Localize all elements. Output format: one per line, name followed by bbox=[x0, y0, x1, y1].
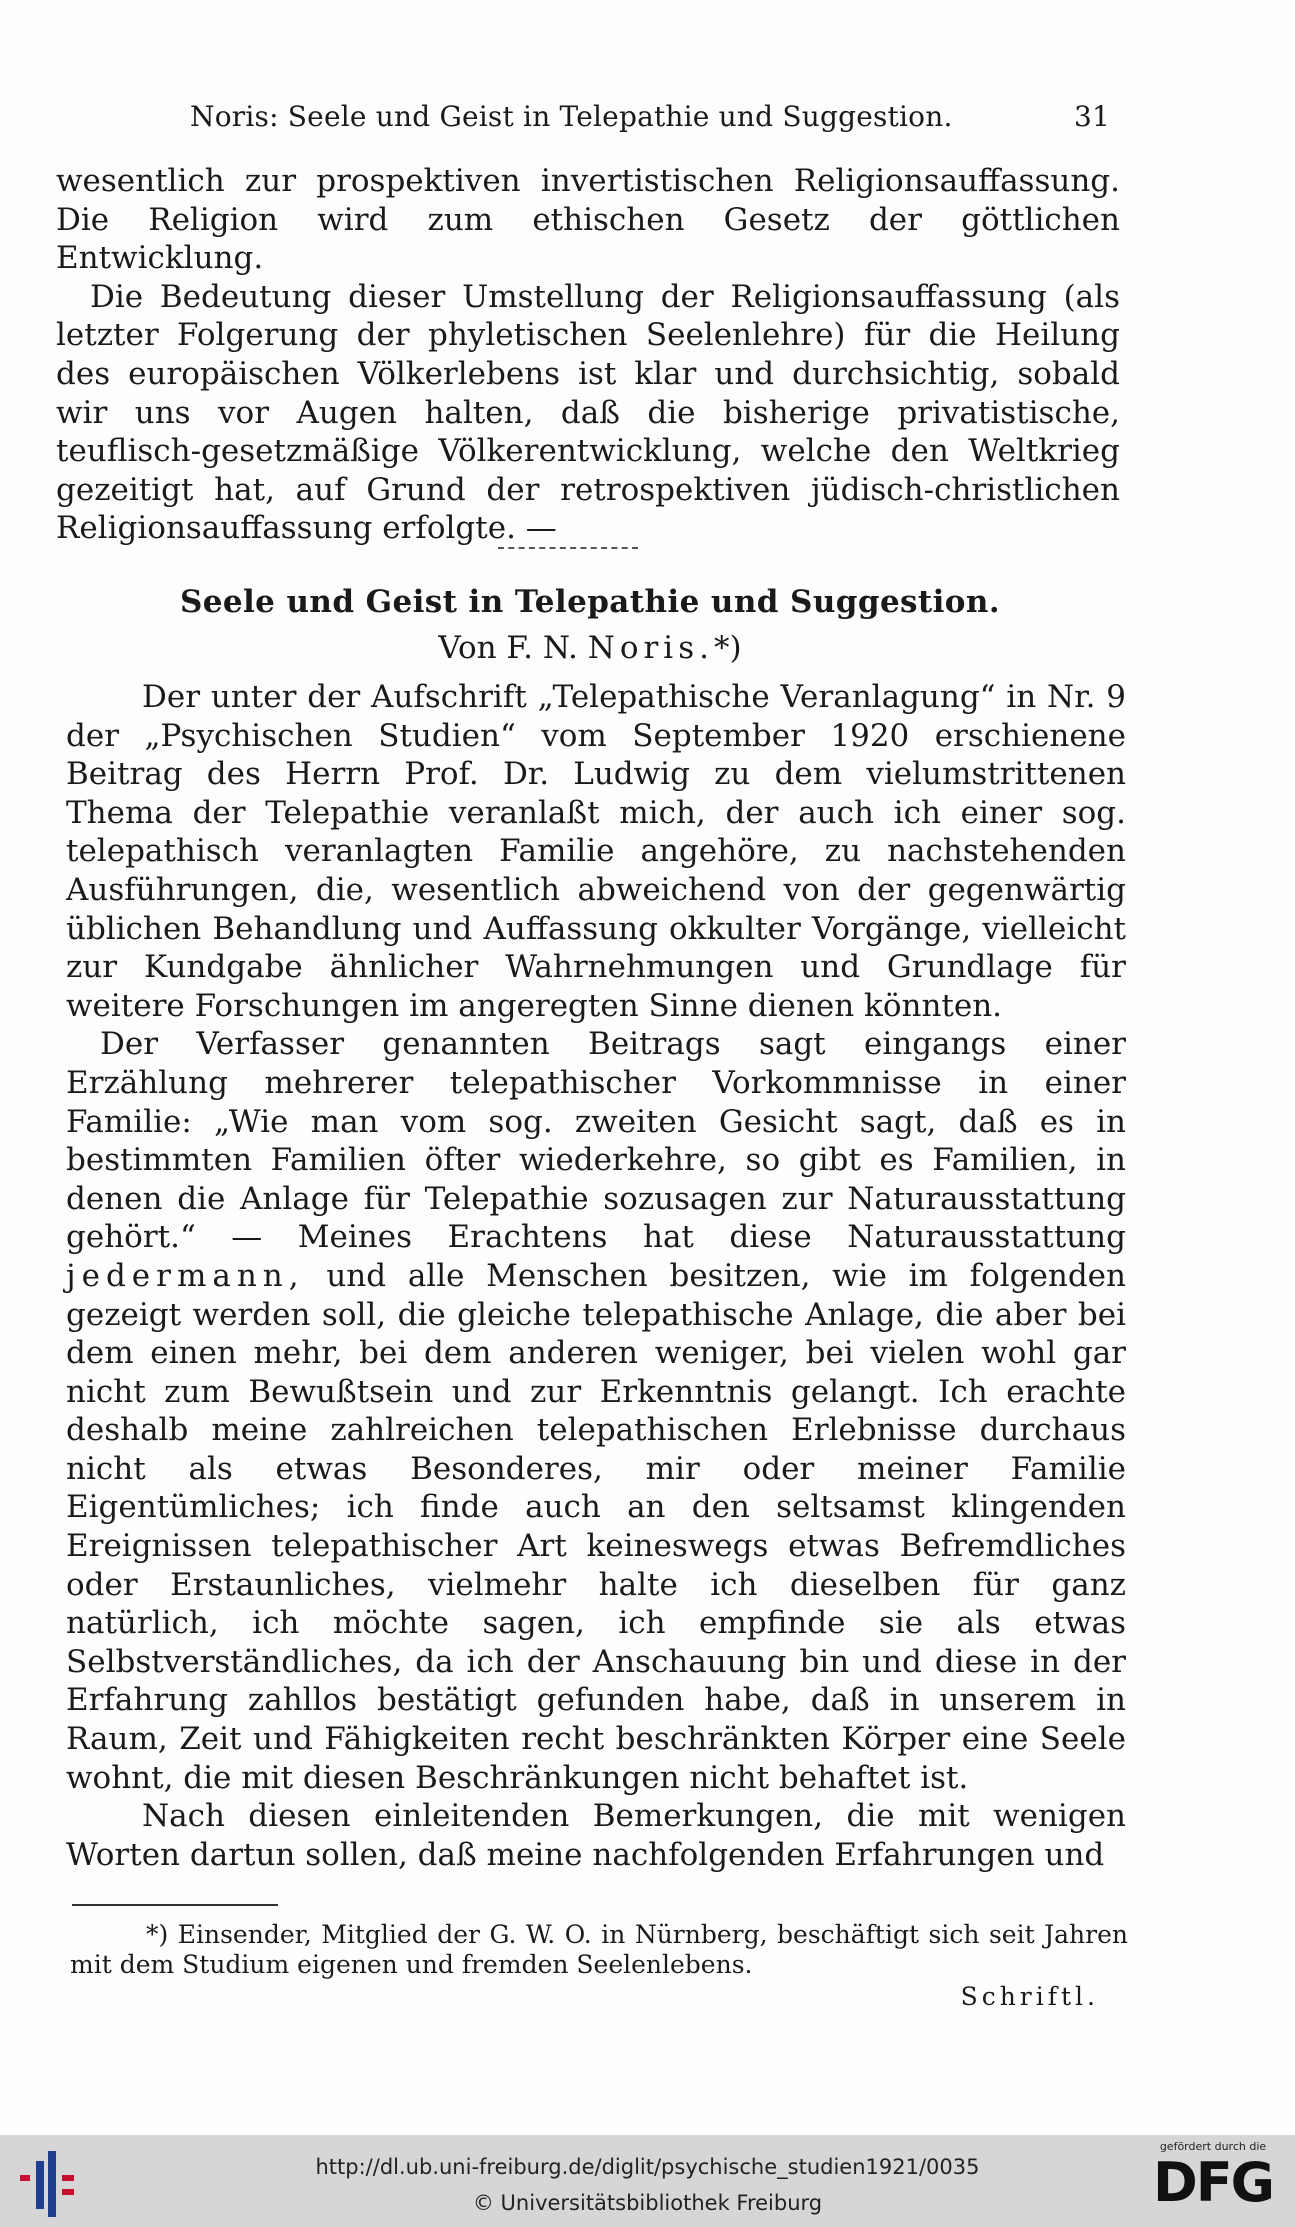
running-header bbox=[190, 100, 1110, 133]
article-paragraph: Der unter der Aufschrift „Telepathische Veranlagung“ in Nr. 9 der „Psychischen Studien“ vom September 1920 erschienene Beitrag des Herrn Prof. Dr. Ludwig zu dem vielumstrittenen Thema der Telepathie veranlaßt mich, der auch ich einer sog. telepathisch veranlagten Familie angehöre, zu nachstehenden Ausführungen, die, wesentlich abweichend von der gegenwärtig üblichen Behandlung und Auffassung okkulter Vorgänge, vielleicht zur Kundgabe ähnlicher Wahrnehmungen und Grundlage für weitere Forschungen im angeregten Sinne dienen könnten. bbox=[66, 679, 1126, 1024]
footer-bar bbox=[0, 2135, 1295, 2227]
footnote-rule bbox=[72, 1904, 278, 1906]
emphasized-word: jedermann, bbox=[66, 1257, 305, 1294]
source-url-link[interactable]: http://dl.ub.uni-freiburg.de/diglit/psychische_studien1921/0035 bbox=[315, 2155, 980, 2179]
body-paragraph: Die Bedeutung dieser Umstellung der Religionsauffassung (als letzter Folgerung der phyletischen Seelenlehre) für die Heilung des europäischen Völkerlebens ist klar und durchsichtig, sobald wir uns vor Augen halten, daß die bisherige privatistische, teuflisch-gesetzmäßige Völkerentwicklung, welche den Weltkrieg gezeitigt hat, auf Grund der retrospektiven jüdisch-christlichen Religionsauffassung erfolgte. — bbox=[56, 278, 1120, 547]
body-paragraph: wesentlich zur prospektiven invertistischen Religionsauffassung. Die Religion wird zum ethischen Gesetz der göttlichen Entwicklung. bbox=[56, 163, 1120, 277]
paragraph-text: und alle Menschen besitzen, wie im folgenden gezeigt werden soll, die gleiche telepathische Anlage, die aber bei dem einen mehr, bei dem anderen weniger, bei vielen wohl gar nicht zum Bewußtsein und zur Erkenntnis gelangt. Ich erachte deshalb meine zahlreichen telepathischen Erlebnisse durchaus nicht als etwas Besonderes, mir oder meiner Familie Eigentümliches; ich finde auch an den seltsamst klingenden Ereignissen telepathischer Art keineswegs etwas Befremdliches oder Erstaunliches, vielmehr halte ich dieselben für ganz natürlich, ich möchte sagen, ich empfinde sie als etwas Selbstverständliches, da ich der Anschauung bin und diese in der Erfahrung zahllos bestätigt gefunden habe, daß in unserem in Raum, Zeit und Fähigkeiten recht beschränkten Körper eine Seele wohnt, die mit diesen Beschränkungen nicht behaftet ist. bbox=[66, 1257, 1126, 1796]
footnote-text: *) Einsender, Mitglied der G. W. O. in Nürnberg, beschäftigt sich seit Jahren mit dem Studium eigenen und fremden Seelenlebens. bbox=[70, 1920, 1128, 1979]
dfg-wordmark: DFG bbox=[1152, 2151, 1274, 2214]
article-byline bbox=[0, 630, 1180, 666]
footnote-signature: Schriftl. bbox=[960, 1982, 1099, 2011]
article-body bbox=[66, 678, 1126, 1874]
author-name: Noris. bbox=[587, 630, 714, 666]
section-separator bbox=[498, 547, 638, 549]
dfg-logo bbox=[1143, 2141, 1283, 2223]
article-paragraph: Nach diesen einleitenden Bemerkungen, die mit wenigen Worten dartun sollen, daß meine nachfolgenden Erfahrungen und bbox=[66, 1798, 1126, 1873]
paragraph-text: Der Verfasser genannten Beitrags sagt eingangs einer Erzählung mehrerer telepathischer Vorkommnisse in einer Familie: „Wie man vom sog. zweiten Gesicht sagt, daß es in bestimmten Familien öfter wiederkehre, so gibt es Familien, in denen die Anlage für Telepathie sozusagen zur Naturausstattung gehört.“ — Meines Erachtens hat diese Naturausstattung bbox=[66, 1026, 1126, 1256]
article-title: Seele und Geist in Telepathie und Suggestion. bbox=[179, 584, 1001, 620]
running-title: Noris: Seele und Geist in Telepathie und Suggestion. bbox=[190, 100, 953, 133]
byline-prefix: Von F. N. bbox=[438, 630, 578, 666]
article-paragraph bbox=[66, 1025, 1126, 1797]
copyright-notice: © Universitätsbibliothek Freiburg bbox=[472, 2191, 823, 2215]
page-number: 31 bbox=[1073, 100, 1110, 133]
footnote bbox=[70, 1920, 1128, 1980]
dfg-caption: gefördert durch die bbox=[1159, 2140, 1267, 2153]
previous-article-ending bbox=[56, 162, 1120, 548]
footnote-marker: *) bbox=[713, 630, 742, 666]
